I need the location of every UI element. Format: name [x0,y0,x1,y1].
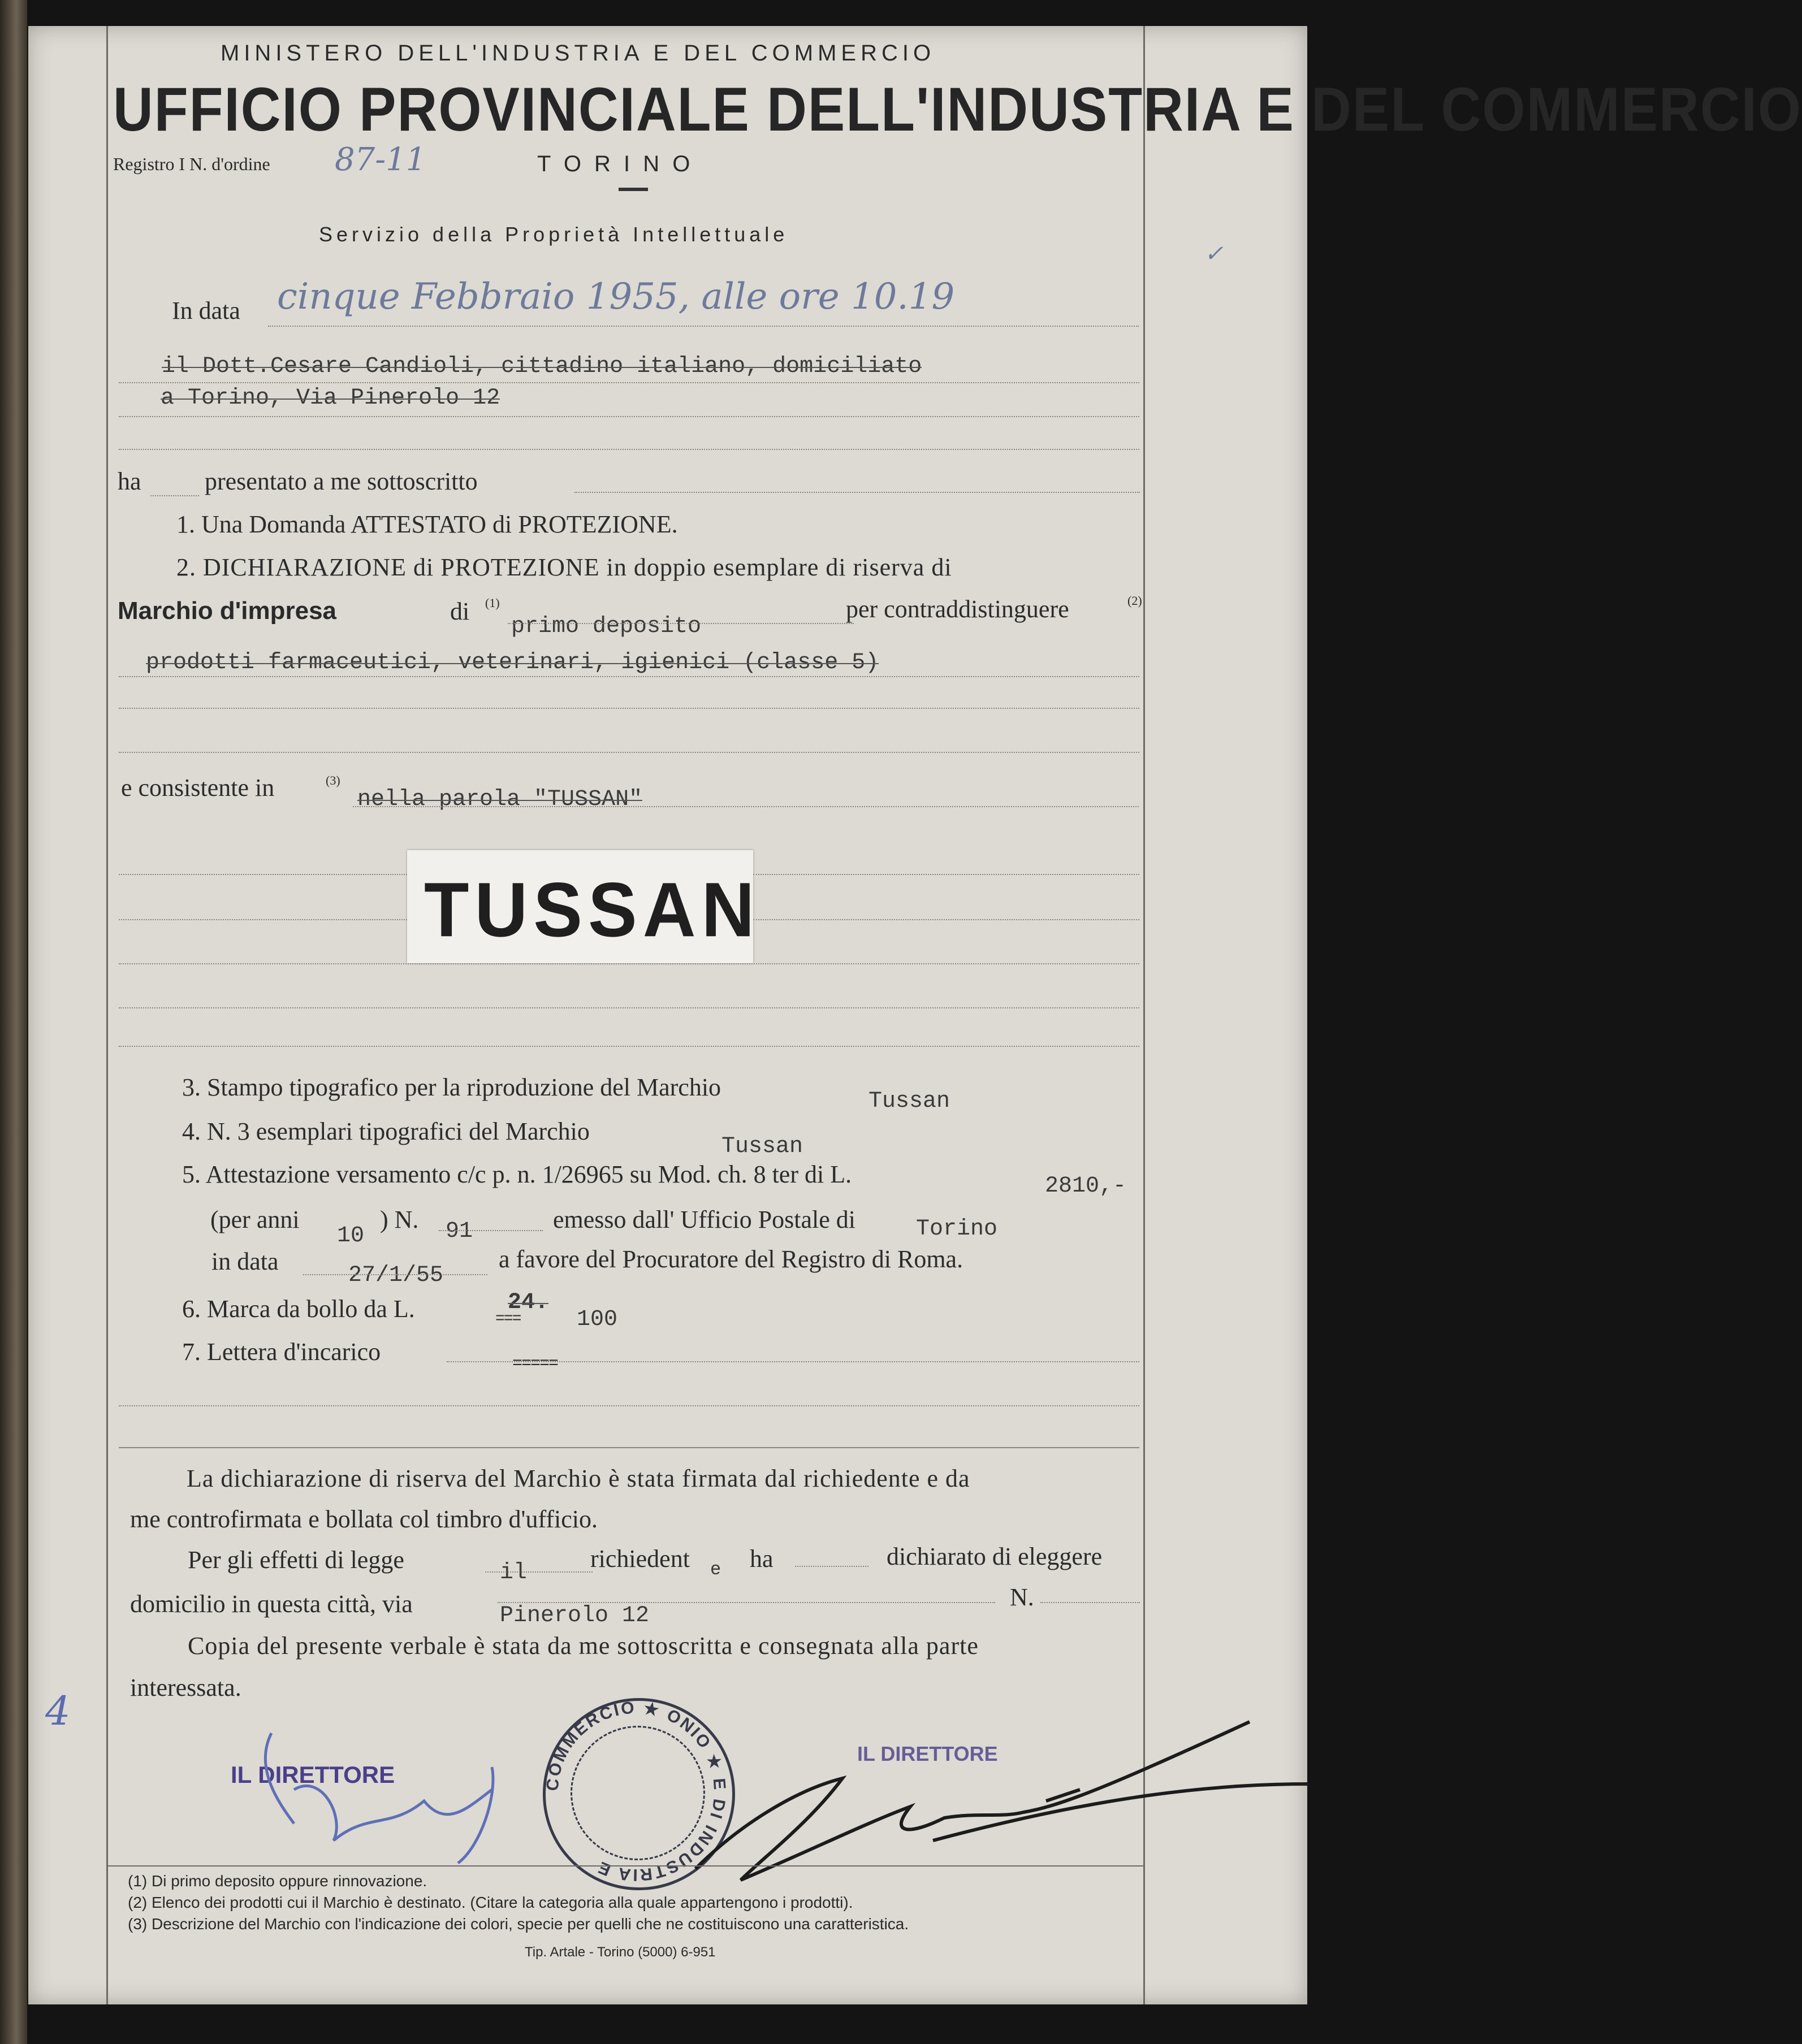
closing-line-4a: domicilio in questa città, via [130,1590,413,1618]
item-3-label: 3. Stampo tipografico per la riproduzione del Marchio [182,1073,721,1101]
di-label: di [450,597,470,625]
city-heading: T O R I N O [537,151,694,176]
footnote-ref-3: (3) [326,773,340,787]
date-handwritten: cinque Febbraio 1955, alle ore 10.19 [277,276,955,318]
closing-n: N. [1010,1583,1034,1611]
ha-rule [150,495,199,496]
in-date-rule [303,1274,487,1275]
distinguish-label: per contraddistinguere [846,595,1069,623]
city-underline [619,188,648,191]
item-7-value: ===== [512,1354,558,1374]
issued-by-label: emesso dall' Ufficio Postale di [553,1206,856,1233]
right-director-stamp: IL DIRETTORE [857,1742,998,1765]
n-rule [439,1230,543,1231]
item-6-old-value: 24. [508,1290,549,1315]
consisting-label: e consistente in [121,774,275,802]
item-1: 1. Una Domanda ATTESTATO di PROTEZIONE. [176,510,678,538]
years-value: 10 [337,1223,365,1249]
mark-sample-card [407,850,760,963]
applicant-line-1-rule [119,382,1139,383]
footnote-3: (3) Descrizione del Marchio con l'indicazione dei colori, specie per quelli che ne costituiscono una caratteristica. [128,1915,909,1933]
favour-label: a favore del Procuratore del Registro di Roma. [499,1245,963,1273]
item-4-value: Tussan [721,1134,803,1159]
ministry-heading: MINISTERO DELL'INDUSTRIA E DEL COMMERCIO [221,41,936,66]
closing-line-6: interessata. [130,1674,241,1701]
products-line: prodotti farmaceutici, veterinari, igienici (classe 5) [146,650,879,675]
consisting-value: nella parola "TUSSAN" [357,787,643,812]
date-line [268,326,1139,327]
closing-il: il [500,1560,528,1586]
presented-rule [574,492,1140,493]
left-signature [265,1733,493,1863]
products-rule [119,676,1139,677]
sample-rule-2 [753,874,1139,875]
applicant-line-3-rule [119,449,1139,450]
sample-rule-1 [119,874,407,875]
section-rule [119,1447,1139,1448]
office-heading: UFFICIO PROVINCIALE DELL'INDUSTRIA E DEL COMMERCIO [113,74,1802,144]
sample-rule-4 [753,919,1139,920]
consisting-rule [353,806,1139,807]
closing-line-1: La dichiarazione di riserva del Marchio è stata firmata dal richiedente e da [187,1465,970,1492]
item-6-value: 100 [577,1307,618,1332]
street-rule [498,1602,995,1603]
footnote-rule [106,1865,1143,1867]
registry-label: Registro I N. d'ordine [113,154,270,174]
book-spine [0,0,27,2044]
in-date-label: in data [211,1248,279,1275]
footnote-ref-2: (2) [1127,594,1142,608]
left-margin-line [106,26,108,2004]
sample-rule-6 [119,1007,1139,1008]
closing-ha: ha [750,1545,773,1573]
years-label: (per anni [210,1206,300,1233]
closing-richiedent: richiedent [590,1545,690,1573]
applicant-line-2-rule [119,416,1139,417]
footnote-1: (1) Di primo deposito oppure rinnovazione. [128,1872,427,1890]
applicant-line-1: il Dott.Cesare Candioli, cittadino italiano, domiciliato [162,354,922,379]
registry-number: 87-11 [335,141,426,178]
il-rule [485,1571,593,1573]
in-date-value: 27/1/55 [348,1263,444,1288]
check-mark: ✓ [1204,241,1224,267]
svg-text:COMMERCIO ★ ONIO ★ E DI INDUST [543,1698,729,1884]
item-7-label: 7. Lettera d'incarico [182,1338,381,1366]
item-6-underline: === [495,1310,521,1328]
closing-line-5: Copia del presente verbale è stata da me sottoscritta e consegnata alla parte [188,1632,979,1660]
applicant-line-2: a Torino, Via Pinerolo 12 [161,386,500,411]
products-rule-2 [119,708,1139,709]
round-stamp-text-svg [543,1698,729,1885]
round-office-stamp [543,1698,735,1890]
item-6-label: 6. Marca da bollo da L. [182,1295,415,1323]
sample-rule-5 [119,963,1139,964]
sample-rule-3 [119,919,407,920]
closing-line-3a: Per gli effetti di legge [188,1546,404,1574]
item-7-rule-2 [119,1405,1139,1406]
mark-type: Marchio d'impresa [118,597,337,625]
item-2: 2. DICHIARAZIONE di PROTEZIONE in doppio esemplare di riserva di [176,553,952,581]
service-heading: Servizio della Proprietà Intellettuale [319,223,789,246]
item-3-value: Tussan [868,1089,950,1114]
sample-rule-7 [119,1046,1139,1047]
ha-rule-2 [795,1566,868,1567]
document-page [28,26,1802,2004]
mark-sample-text: TUSSAN [424,866,760,953]
printer-credit: Tip. Artale - Torino (5000) 6-951 [525,1945,716,1960]
closing-line-3d: dichiarato di eleggere [887,1543,1103,1570]
item-4-label: 4. N. 3 esemplari tipografici del Marchio [182,1118,590,1145]
office-value: Torino [916,1216,998,1242]
round-stamp-text: COMMERCIO ★ ONIO ★ E DI INDUSTRIA E [543,1698,729,1885]
presented-label: presentato a me sottoscritto [205,467,478,495]
deposit-rule [508,623,854,624]
left-director-stamp: IL DIRETTORE [231,1761,395,1788]
margin-annotation: 4 [45,1688,71,1734]
closing-e: e [710,1559,721,1580]
closing-street: Pinerolo 12 [500,1603,650,1629]
footnote-ref-1: (1) [485,596,500,610]
ha-label: ha [118,467,141,495]
footnote-2: (2) Elenco dei prodotti cui il Marchio è destinato. (Citare la categoria alla quale appartengono i prodotti). [128,1894,853,1911]
date-label: In data [172,297,240,324]
n-label: ) N. [380,1206,419,1233]
item-5-amount: 2810,- [1045,1173,1127,1199]
n-value: 91 [446,1219,473,1244]
right-signature [695,1722,1307,1880]
closing-line-2: me controfirmata e bollata col timbro d'ufficio. [130,1505,598,1533]
right-margin-line [1143,26,1145,2004]
products-rule-3 [119,752,1139,753]
n-rule-2 [1040,1602,1140,1603]
item-5-label: 5. Attestazione versamento c/c p. n. 1/26965 su Mod. ch. 8 ter di L. [182,1160,852,1188]
deposit-type: primo deposito [511,614,702,639]
